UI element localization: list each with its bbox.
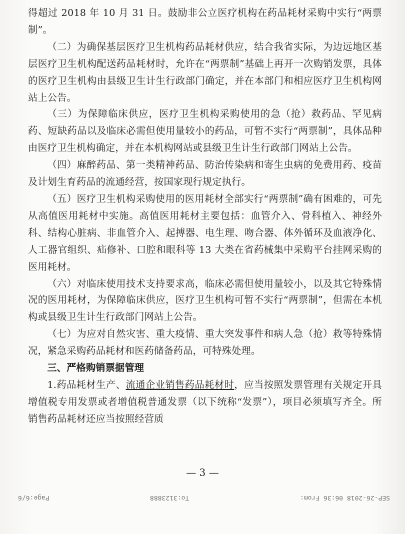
paragraph-item-6: （六）对临床使用技术支持要求高，临床必需但使用量较小，以及其它特殊情况的医用耗材，为保障临床供应，医疗卫生机构可暂不实行“两票制”，但需在本机构或县级卫生计生行政部门网站上公告。 [28,278,382,324]
paragraph-item-4: （四）麻醉药品、第一类精神药品、防治传染病和寄生虫病的免费用药、疫苗及计划生育药品的流通经营，按国家现行规定执行。 [28,160,382,189]
section-heading: 三、严格购销票据管理 [47,363,145,375]
underlined-phrase: 流通企业销售药品耗材时 [125,379,235,391]
fax-footer-to: To:3123888 [150,494,190,502]
section-paragraph-prefix: 1.药品耗材生产、 [47,379,126,391]
document-body [28,6,382,429]
fax-footer-left: SEP-26-2018 06:36 From: [300,494,391,502]
paragraph-item-2: （二）为确保基层医疗卫生机构药品耗材供应，结合我省实际，为边远地区基层医疗卫生机构配送药品耗材时，允许在“两票制”基础上再开一次购销发票，具体的医疗卫生机构由县级卫生计生行政部门确定，并在本部门和相应医疗卫生机构网站上公告。 [28,41,382,104]
paragraph-item-7: （七）为应对自然灾害、重大疫情、重大突发事件和病人急（抢）救等特殊情况，紧急采购药品耗材和医药储备药品，可特殊处理。 [28,329,382,358]
fax-footer-page: Page:6/6 [18,494,50,502]
paragraph-continuation: 得超过 2018 年 10 月 31 日。鼓励非公立医疗机构在药品耗材采购中实行“两票制”。 [28,8,382,36]
paragraph-item-3: （三）为保障临床供应，医疗卫生机构采购使用的急（抢）救药品、罕见病药、短缺药品以及临床必需但使用量较小的药品，可暂不实行“两票制”，具体品种由医疗卫生机构确定，并在本机构网站或县级卫生计生行政部门网站上公告。 [28,109,382,155]
page-number: — 3 — [186,468,219,479]
section-paragraph-rest: ，应当按照发票管理有关规定开具增值税专用发票或者增值税普通发票（以下统称“发票”），项目必须填写齐全。所销售药品耗材还应当按照经营质 [28,379,382,425]
fax-footer [0,488,405,508]
paragraph-item-5: （五）医疗卫生机构采购使用的医用耗材全部实行“两票制”确有困难的，可先从高值医用耗材中实施。高值医用耗材主要包括：血管介入、骨科植入、神经外科、结构心脏病、非血管介入、起搏器、电生理、吻合器、体外循环及血液净化、人工器官组织、疝修补、口腔和眼科等 13 大类在省药械集中采购平台挂网采购的医用耗材。 [28,193,382,273]
section-paragraph [28,378,382,429]
